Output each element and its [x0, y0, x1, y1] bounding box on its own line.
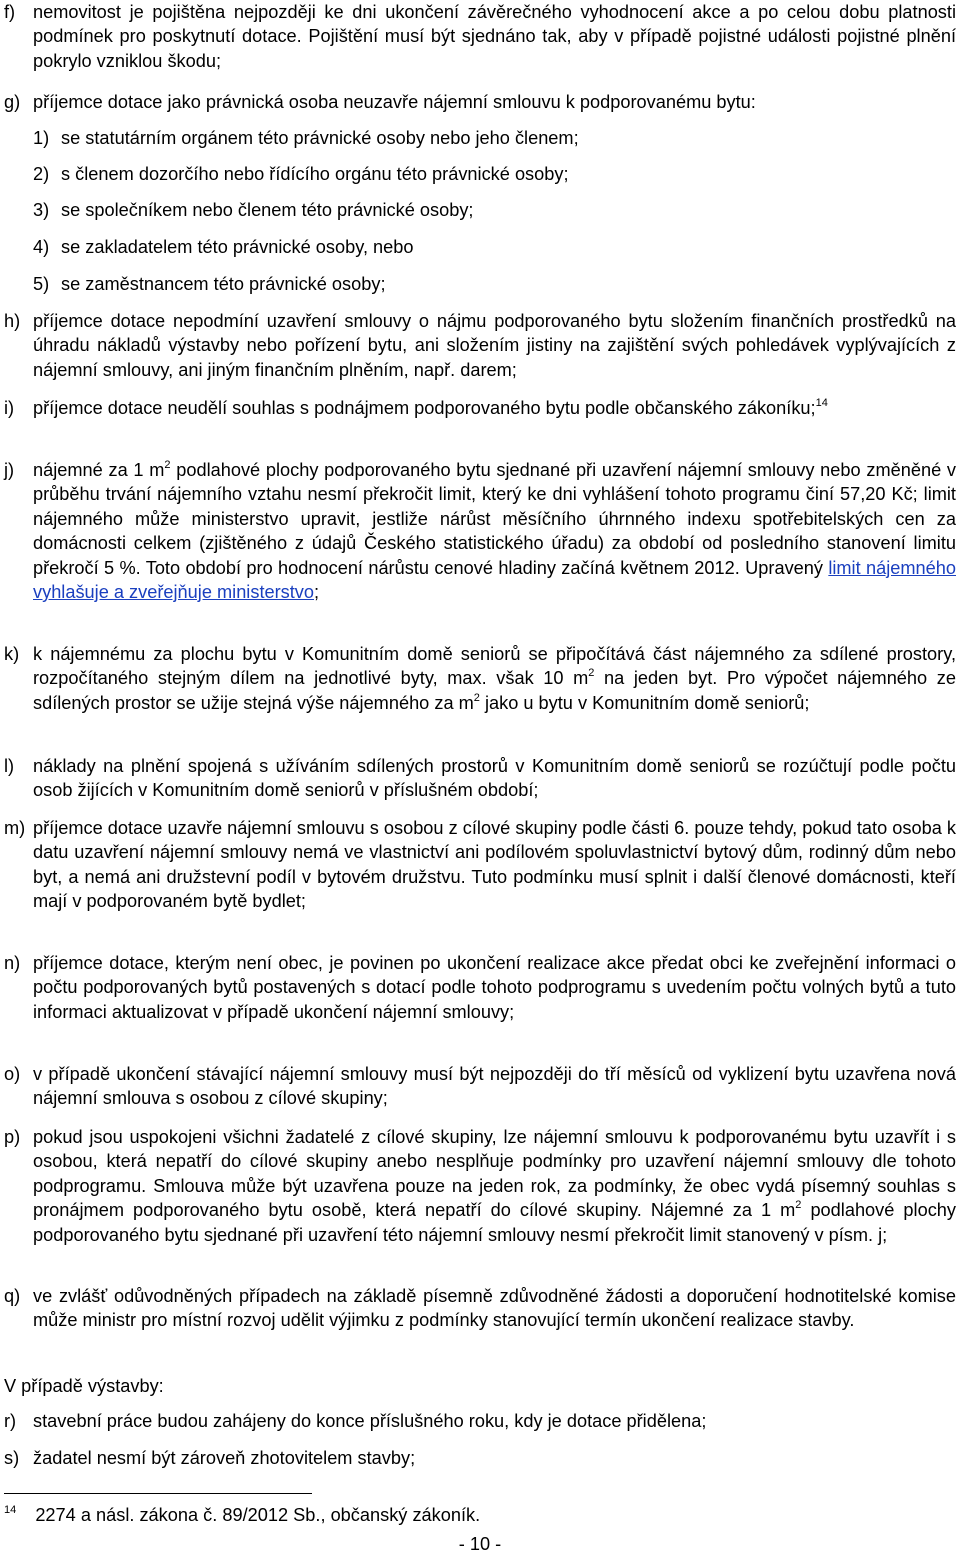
item-h	[4, 309, 956, 382]
item-label: o)	[4, 1064, 21, 1084]
subitem-label: 4)	[33, 237, 50, 257]
item-g	[4, 90, 956, 114]
item-r	[4, 1409, 956, 1433]
item-text: pokud jsou uspokojeni všichni žadatelé z cílové skupiny, lze nájemní smlouvu k podporovanému bytu uzavřít i s osobou, která nepatří do cílové skupiny anebo nesplňuje podmínky pro uzavření nájemní smlouvy dle tohoto podprogramu. Smlouva může být uzavřena pouze na jeden rok, za podmínky, že obec vydá písemný souhlas s pronájmem podporovaného bytu osobě, která nepatří do cílové skupiny. Nájemné za 1 m	[33, 1127, 956, 1221]
subitem-label: 1)	[33, 128, 50, 148]
item-text: podlahové plochy podporovaného bytu sjednané při uzavření této nájemní smlouvy nesmí překročit limit stanovený v písm. j;	[33, 1200, 956, 1245]
superscript: 2	[588, 667, 595, 680]
superscript: 2	[473, 691, 480, 704]
item-label: j)	[4, 460, 15, 480]
item-text: náklady na plnění spojená s užíváním sdílených prostorů v Komunitním domě seniorů se rozúčtují podle počtu osob žijících v Komunitním domě seniorů v příslušném období;	[33, 756, 956, 801]
item-label: n)	[4, 953, 21, 973]
item-q	[4, 1284, 956, 1333]
item-label: s)	[4, 1448, 20, 1468]
footnote-number: 14	[4, 1504, 17, 1516]
subitem-label: 2)	[33, 164, 50, 184]
item-k	[4, 642, 956, 715]
item-text: jako u bytu v Komunitním domě seniorů;	[479, 692, 810, 713]
subitem-2	[33, 162, 933, 186]
item-label: p)	[4, 1127, 21, 1147]
item-text: nemovitost je pojištěna nejpozději ke dni ukončení závěrečného vyhodnocení akce a po celou dobu platnosti podmínek pro poskytnutí dotace. Pojištění musí být sjednáno tak, aby v případě pojistné události pojistné plnění pokrylo vzniklou škodu;	[33, 2, 956, 71]
item-label: l)	[4, 756, 15, 776]
item-label: q)	[4, 1286, 21, 1306]
subitem-text: se zaměstnancem této právnické osoby;	[61, 274, 386, 294]
subitem-text: s členem dozorčího nebo řídícího orgánu této právnické osoby;	[61, 164, 569, 184]
item-text: příjemce dotace nepodmíní uzavření smlouvy o nájmu podporovaného bytu složením finančních prostředků na úhradu nákladů výstavby nebo pořízení bytu, ani složením jistiny na zajištění svých pohledávek vyplývajících z nájemní smlouvy, ani jiným finančním plněním, např. darem;	[33, 311, 956, 380]
item-text: příjemce dotace jako právnická osoba neuzavře nájemní smlouvu k podporovanému bytu:	[33, 92, 756, 112]
subitem-1	[33, 126, 933, 150]
item-label: k)	[4, 644, 20, 664]
item-text: příjemce dotace neudělí souhlas s podnájmem podporovaného bytu podle občanského zákoníku;	[33, 398, 816, 418]
item-o	[4, 1062, 956, 1111]
subitem-label: 3)	[33, 200, 50, 220]
item-text: ;	[314, 582, 320, 603]
item-text: nájemné za 1 m	[33, 460, 165, 480]
item-i	[4, 396, 956, 420]
subitem-4	[33, 235, 933, 259]
item-label: h)	[4, 311, 21, 331]
item-text: stavební práce budou zahájeny do konce příslušného roku, kdy je dotace přidělena;	[33, 1411, 707, 1431]
footnote-ref: 14	[815, 397, 828, 409]
subitem-label: 5)	[33, 274, 50, 294]
item-label: f)	[4, 2, 16, 22]
page-number: - 10 -	[458, 1534, 502, 1554]
item-text: k nájemnému za plochu bytu v Komunitním domě seniorů se připočítává část nájemného za sdílené prostory, rozpočítaného stejným dílem na jednotlivé byty, max. však 10 m	[33, 644, 956, 689]
item-p	[4, 1125, 956, 1247]
item-m	[4, 816, 956, 914]
item-text: ve zvlášť odůvodněných případech na základě písemně zdůvodněné žádosti a doporučení hodnotitelské komise může ministr pro místní rozvoj udělit výjimku z podmínky stanovující termín ukončení realizace stavby.	[33, 1286, 956, 1331]
subitem-text: se statutárním orgánem této právnické osoby nebo jeho členem;	[61, 128, 579, 148]
rent-limit-link[interactable]: limit nájemného vyhlašuje a zveřejňuje ministerstvo	[33, 557, 956, 603]
footnote	[4, 1503, 480, 1527]
item-text: žadatel nesmí být zároveň zhotovitelem stavby;	[33, 1448, 416, 1468]
superscript: 2	[795, 1199, 802, 1212]
subitem-text: se společníkem nebo členem této právnické osoby;	[61, 200, 474, 220]
item-label: i)	[4, 398, 15, 418]
item-l	[4, 754, 956, 803]
item-s	[4, 1446, 956, 1470]
item-text: podlahové plochy podporovaného bytu sjednané při uzavření nájemní smlouvy nebo změněné v průběhu trvání nájemního vztahu nesmí překročit limit, který ke dni vyhlášení tohoto programu činí 57,20 Kč; limit nájemného může ministerstvo upravit, jestliže nárůst měsíčního úhrnného indexu spotřebitelských cen za domácnosti celkem (zjištěného z údajů Českého statistického úřadu) za období od posledního stanovení limitu překročí 5 %. Toto období pro hodnocení nárůstu cenové hladiny začíná květnem 2012. Upravený	[33, 460, 956, 578]
item-text: v případě ukončení stávající nájemní smlouvy musí být nejpozději do tří měsíců od vyklizení bytu uzavřena nová nájemní smlouva s osobou z cílové skupiny;	[33, 1064, 956, 1109]
item-label: g)	[4, 92, 21, 112]
footnote-text: 2274 a násl. zákona č. 89/2012 Sb., občanský zákoník.	[35, 1505, 481, 1525]
item-n	[4, 951, 956, 1024]
item-label: r)	[4, 1411, 17, 1431]
item-f	[4, 0, 956, 73]
item-j	[4, 458, 956, 604]
superscript: 2	[164, 459, 171, 471]
footnote-divider	[4, 1493, 312, 1494]
section-heading: V případě výstavby:	[4, 1376, 164, 1396]
item-label: m)	[4, 818, 26, 838]
subitem-3	[33, 198, 933, 222]
subitem-5	[33, 272, 933, 296]
item-text: na jeden byt. Pro výpočet nájemného ze sdílených prostor se užije stejná výše nájemného za m	[33, 668, 956, 713]
item-text: příjemce dotace uzavře nájemní smlouvu s osobou z cílové skupiny podle části 6. pouze tehdy, pokud tato osoba k datu uzavření nájemní smlouvy nemá ve vlastnictví ani podílovém spoluvlastnictví bytový dům, rodinný dům nebo byt, a nemá ani družstevní podíl v bytovém družstvu. Tuto podmínku musí splnit i další členové domácnosti, kteří mají v podporovaném bytě bydlet;	[33, 818, 956, 912]
item-text: příjemce dotace, kterým není obec, je povinen po ukončení realizace akce předat obci ke zveřejnění informaci o počtu podporovaných bytů postavených s dotací podle tohoto podprogramu s uvedením počtu volných bytů a tuto informaci aktualizovat v případě ukončení nájemní smlouvy;	[33, 953, 956, 1022]
subitem-text: se zakladatelem této právnické osoby, nebo	[61, 237, 414, 257]
